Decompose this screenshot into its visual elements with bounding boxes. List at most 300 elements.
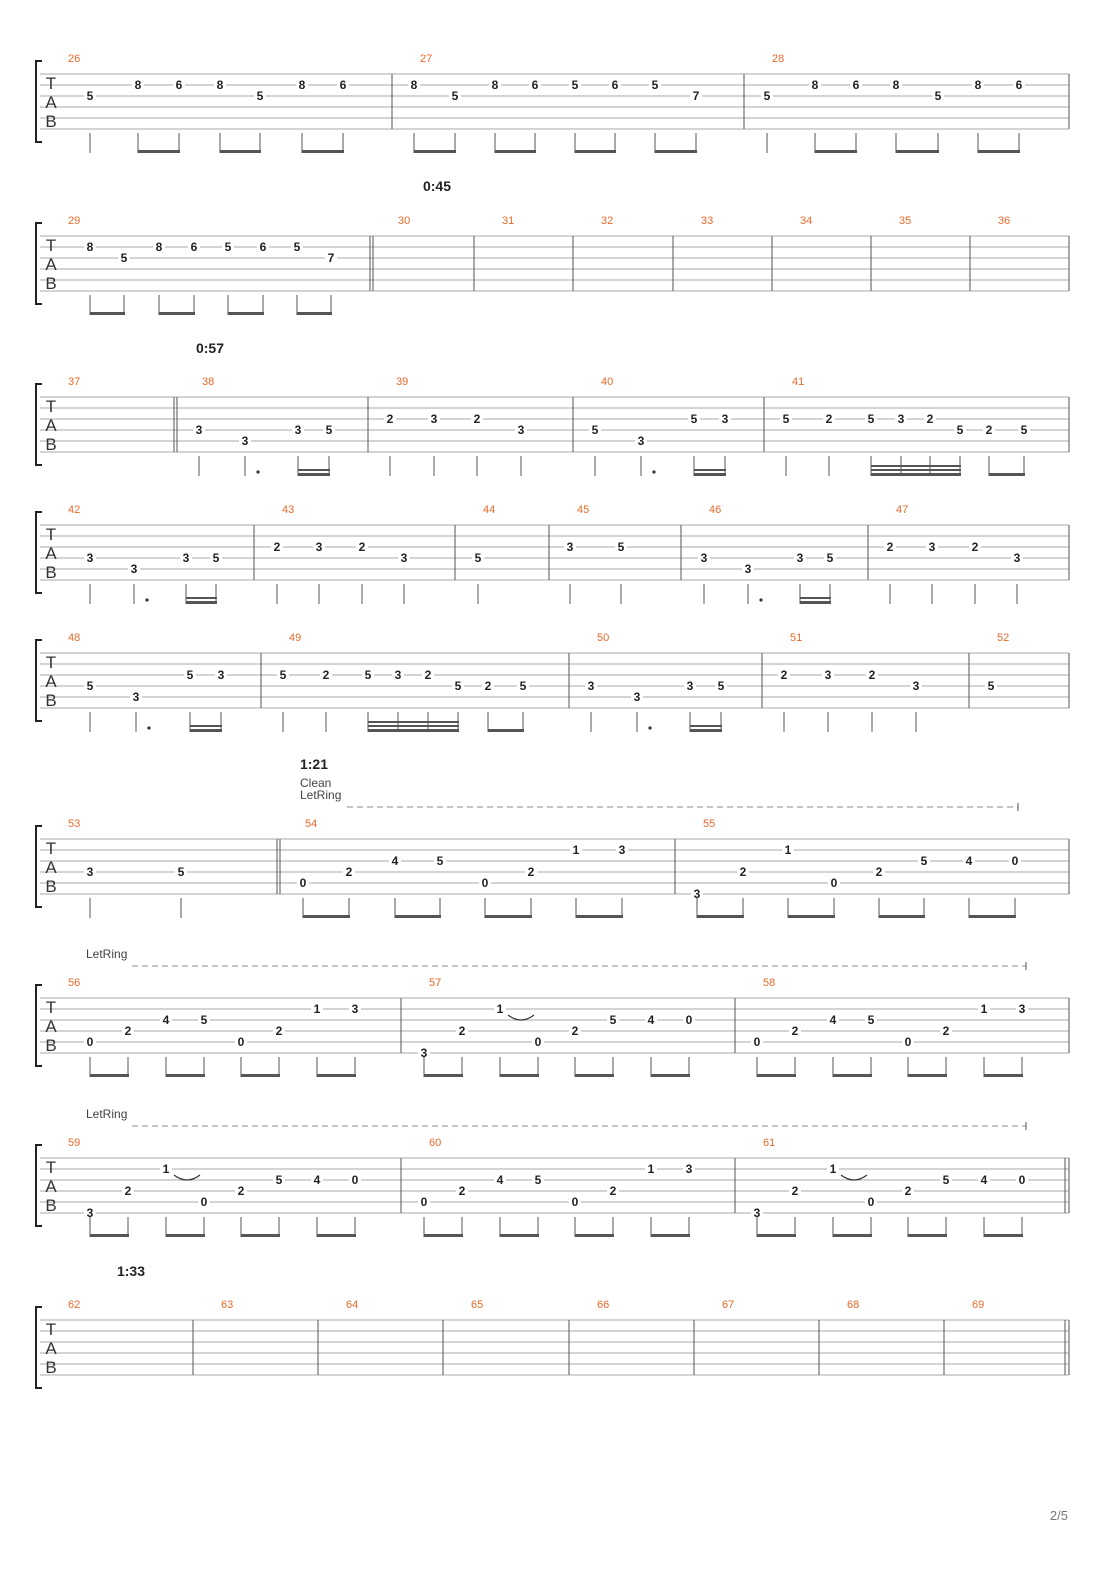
fret-number: 0 xyxy=(481,876,489,890)
note-beam xyxy=(166,1074,205,1077)
measure-number: 68 xyxy=(847,1299,860,1311)
fret-number: 5 xyxy=(200,1013,208,1027)
fret-number: 3 xyxy=(1013,551,1021,565)
measure-number: 43 xyxy=(282,504,295,516)
note-beam xyxy=(576,915,623,918)
measure-number: 52 xyxy=(997,632,1010,644)
measure-number: 41 xyxy=(792,376,805,388)
fret-number: 2 xyxy=(386,412,394,426)
fret-number: 1 xyxy=(572,843,580,857)
fret-number: 2 xyxy=(825,412,833,426)
note-beam xyxy=(186,597,217,599)
fret-number: 5 xyxy=(519,679,527,693)
note-beam xyxy=(651,1234,690,1237)
note-beam xyxy=(575,1074,614,1077)
system-bracket xyxy=(36,640,42,721)
fret-number: 3 xyxy=(217,668,225,682)
measure-number: 42 xyxy=(68,504,81,516)
fret-number: 6 xyxy=(175,78,183,92)
tab-clef-a: A xyxy=(45,1177,57,1196)
fret-number: 3 xyxy=(86,551,94,565)
fret-number: 3 xyxy=(796,551,804,565)
fret-number: 6 xyxy=(531,78,539,92)
fret-number: 5 xyxy=(279,668,287,682)
tab-clef-t: T xyxy=(45,397,57,416)
fret-number: 0 xyxy=(830,876,838,890)
fret-number: 3 xyxy=(897,412,905,426)
note-beam xyxy=(424,1074,463,1077)
note-beam xyxy=(833,1074,872,1077)
fret-number: 3 xyxy=(693,887,701,901)
timestamp-marker: 0:57 xyxy=(195,340,225,356)
fret-number: 5 xyxy=(934,89,942,103)
fret-number: 2 xyxy=(904,1184,912,1198)
fret-number: 2 xyxy=(458,1184,466,1198)
tab-clef-a: A xyxy=(45,544,57,563)
measure-number: 57 xyxy=(429,977,442,989)
note-beam xyxy=(690,725,722,727)
fret-number: 2 xyxy=(886,540,894,554)
note-beam xyxy=(317,1234,356,1237)
rhythm-dot xyxy=(652,470,655,473)
fret-number: 8 xyxy=(974,78,982,92)
fret-number: 2 xyxy=(868,668,876,682)
measure-number: 55 xyxy=(703,818,716,830)
fret-number: 1 xyxy=(313,1002,321,1016)
fret-number: 5 xyxy=(454,679,462,693)
rhythm-dot xyxy=(147,726,150,729)
timestamp-marker: 0:45 xyxy=(422,178,452,194)
fret-number: 1 xyxy=(647,1162,655,1176)
tab-clef-a: A xyxy=(45,672,57,691)
measure-number: 46 xyxy=(709,504,722,516)
fret-number: 2 xyxy=(791,1024,799,1038)
fret-number: 3 xyxy=(294,423,302,437)
fret-number: 2 xyxy=(473,412,481,426)
fret-number: 2 xyxy=(926,412,934,426)
measure-number: 48 xyxy=(68,632,81,644)
note-beam xyxy=(186,601,217,604)
fret-number: 0 xyxy=(86,1035,94,1049)
note-beam xyxy=(368,721,459,723)
measure-number: 44 xyxy=(483,504,496,516)
system-bracket xyxy=(36,61,42,142)
note-beam xyxy=(395,915,441,918)
fret-number: 5 xyxy=(867,412,875,426)
fret-number: 4 xyxy=(965,854,973,868)
measure-number: 32 xyxy=(601,215,614,227)
measure-number: 29 xyxy=(68,215,81,227)
fret-number: 0 xyxy=(237,1035,245,1049)
fret-number: 0 xyxy=(571,1195,579,1209)
tab-clef-t: T xyxy=(45,998,57,1017)
tab-clef-a: A xyxy=(45,1017,57,1036)
fret-number: 3 xyxy=(685,1162,693,1176)
fret-number: 5 xyxy=(256,89,264,103)
fret-number: 5 xyxy=(651,78,659,92)
tab-clef-a: A xyxy=(45,1339,57,1358)
fret-number: 3 xyxy=(744,562,752,576)
fret-number: 5 xyxy=(920,854,928,868)
note-beam xyxy=(90,1234,129,1237)
note-beam xyxy=(969,915,1016,918)
fret-number: 5 xyxy=(86,89,94,103)
fret-number: 1 xyxy=(980,1002,988,1016)
fret-number: 5 xyxy=(212,551,220,565)
measure-number: 38 xyxy=(202,376,215,388)
tie-arc xyxy=(508,1015,534,1020)
fret-number: 1 xyxy=(829,1162,837,1176)
measure-number: 47 xyxy=(896,504,909,516)
fret-number: 5 xyxy=(690,412,698,426)
tab-clef-t: T xyxy=(45,839,57,858)
fret-number: 0 xyxy=(867,1195,875,1209)
fret-number: 7 xyxy=(327,251,335,265)
note-beam xyxy=(414,150,456,153)
note-beam xyxy=(368,725,459,727)
fret-number: 3 xyxy=(1018,1002,1026,1016)
note-beam xyxy=(757,1234,796,1237)
measure-number: 66 xyxy=(597,1299,610,1311)
fret-number: 5 xyxy=(436,854,444,868)
fret-number: 3 xyxy=(637,434,645,448)
rhythm-dot xyxy=(145,598,148,601)
fret-number: 4 xyxy=(391,854,399,868)
tab-clef-a: A xyxy=(45,858,57,877)
note-beam xyxy=(90,1074,129,1077)
page-number: 2/5 xyxy=(1049,1508,1068,1523)
tab-clef-b: B xyxy=(45,274,57,293)
fret-number: 5 xyxy=(325,423,333,437)
tab-clef-t: T xyxy=(45,653,57,672)
fret-number: 5 xyxy=(782,412,790,426)
fret-number: 3 xyxy=(928,540,936,554)
note-beam xyxy=(908,1074,947,1077)
note-beam xyxy=(871,469,961,471)
fret-number: 2 xyxy=(780,668,788,682)
fret-number: 5 xyxy=(451,89,459,103)
fret-number: 5 xyxy=(186,668,194,682)
rhythm-dot xyxy=(256,470,259,473)
measure-number: 54 xyxy=(305,818,318,830)
tab-clef-b: B xyxy=(45,435,57,454)
fret-number: 8 xyxy=(298,78,306,92)
note-beam xyxy=(297,312,332,315)
note-beam xyxy=(757,1074,796,1077)
fret-number: 2 xyxy=(571,1024,579,1038)
fret-number: 5 xyxy=(86,679,94,693)
fret-number: 4 xyxy=(829,1013,837,1027)
fret-number: 0 xyxy=(351,1173,359,1187)
measure-number: 31 xyxy=(502,215,515,227)
note-beam xyxy=(833,1234,872,1237)
fret-number: 6 xyxy=(339,78,347,92)
fret-number: 5 xyxy=(534,1173,542,1187)
fret-number: 2 xyxy=(424,668,432,682)
fret-number: 5 xyxy=(591,423,599,437)
measure-number: 49 xyxy=(289,632,302,644)
note-beam xyxy=(500,1234,539,1237)
tab-clef-b: B xyxy=(45,1036,57,1055)
tab-clef-b: B xyxy=(45,1358,57,1377)
note-beam xyxy=(694,473,726,476)
fret-number: 6 xyxy=(1015,78,1023,92)
measure-number: 39 xyxy=(396,376,409,388)
let-ring-marker: LetRing xyxy=(86,947,128,961)
note-beam xyxy=(697,915,744,918)
system-bracket xyxy=(36,512,42,593)
fret-number: 2 xyxy=(791,1184,799,1198)
fret-number: 3 xyxy=(753,1206,761,1220)
fret-number: 2 xyxy=(458,1024,466,1038)
fret-number: 3 xyxy=(824,668,832,682)
fret-number: 5 xyxy=(763,89,771,103)
fret-number: 5 xyxy=(224,240,232,254)
fret-number: 3 xyxy=(86,1206,94,1220)
fret-number: 0 xyxy=(420,1195,428,1209)
measure-number: 63 xyxy=(221,1299,234,1311)
fret-number: 3 xyxy=(618,843,626,857)
note-beam xyxy=(575,150,616,153)
fret-number: 2 xyxy=(124,1024,132,1038)
fret-number: 3 xyxy=(686,679,694,693)
timestamp-marker: 1:33 xyxy=(116,1263,146,1279)
fret-number: 4 xyxy=(496,1173,504,1187)
measure-number: 45 xyxy=(577,504,590,516)
note-beam xyxy=(690,729,722,732)
fret-number: 4 xyxy=(162,1013,170,1027)
fret-number: 3 xyxy=(182,551,190,565)
note-beam xyxy=(485,915,532,918)
fret-number: 5 xyxy=(942,1173,950,1187)
measure-number: 60 xyxy=(429,1137,442,1149)
fret-number: 4 xyxy=(980,1173,988,1187)
measure-number: 27 xyxy=(420,53,433,65)
note-beam xyxy=(298,473,330,476)
fret-number: 3 xyxy=(351,1002,359,1016)
fret-number: 3 xyxy=(912,679,920,693)
note-beam xyxy=(575,1234,614,1237)
fret-number: 2 xyxy=(124,1184,132,1198)
tab-clef-t: T xyxy=(45,525,57,544)
fret-number: 0 xyxy=(753,1035,761,1049)
note-beam xyxy=(800,601,831,604)
system-bracket xyxy=(36,826,42,907)
fret-number: 0 xyxy=(685,1013,693,1027)
fret-number: 8 xyxy=(134,78,142,92)
measure-number: 40 xyxy=(601,376,614,388)
fret-number: 1 xyxy=(496,1002,504,1016)
fret-number: 3 xyxy=(241,434,249,448)
tab-clef-b: B xyxy=(45,877,57,896)
fret-number: 3 xyxy=(517,423,525,437)
note-beam xyxy=(978,150,1020,153)
measure-number: 59 xyxy=(68,1137,81,1149)
measure-number: 36 xyxy=(998,215,1011,227)
note-beam xyxy=(166,1234,205,1237)
measure-number: 33 xyxy=(701,215,714,227)
tab-clef-t: T xyxy=(45,1158,57,1177)
note-beam xyxy=(800,597,831,599)
note-beam xyxy=(984,1234,1023,1237)
fret-number: 2 xyxy=(237,1184,245,1198)
system-bracket xyxy=(36,985,42,1066)
fret-number: 0 xyxy=(200,1195,208,1209)
measure-number: 35 xyxy=(899,215,912,227)
note-beam xyxy=(500,1074,539,1077)
fret-number: 2 xyxy=(273,540,281,554)
note-beam xyxy=(228,312,264,315)
measure-number: 69 xyxy=(972,1299,985,1311)
note-beam xyxy=(303,915,350,918)
let-ring-marker: LetRing xyxy=(86,1107,128,1121)
fret-number: 8 xyxy=(86,240,94,254)
fret-number: 5 xyxy=(617,540,625,554)
measure-number: 67 xyxy=(722,1299,735,1311)
note-beam xyxy=(871,465,961,467)
fret-number: 2 xyxy=(609,1184,617,1198)
note-beam xyxy=(302,150,344,153)
fret-number: 3 xyxy=(130,562,138,576)
note-beam xyxy=(488,729,524,732)
fret-number: 0 xyxy=(1018,1173,1026,1187)
fret-number: 8 xyxy=(892,78,900,92)
fret-number: 5 xyxy=(571,78,579,92)
fret-number: 2 xyxy=(275,1024,283,1038)
fret-number: 2 xyxy=(527,865,535,879)
fret-number: 2 xyxy=(345,865,353,879)
fret-number: 2 xyxy=(322,668,330,682)
fret-number: 6 xyxy=(852,78,860,92)
fret-number: 6 xyxy=(190,240,198,254)
fret-number: 2 xyxy=(985,423,993,437)
note-beam xyxy=(368,729,459,732)
fret-number: 0 xyxy=(904,1035,912,1049)
note-beam xyxy=(651,1074,690,1077)
fret-number: 2 xyxy=(739,865,747,879)
measure-number: 65 xyxy=(471,1299,484,1311)
note-beam xyxy=(815,150,857,153)
tab-clef-b: B xyxy=(45,112,57,131)
fret-number: 3 xyxy=(315,540,323,554)
tab-clef-a: A xyxy=(45,255,57,274)
tab-clef-a: A xyxy=(45,93,57,112)
note-beam xyxy=(241,1234,280,1237)
fret-number: 5 xyxy=(293,240,301,254)
fret-number: 3 xyxy=(394,668,402,682)
fret-number: 1 xyxy=(162,1162,170,1176)
fret-number: 0 xyxy=(1011,854,1019,868)
measure-number: 37 xyxy=(68,376,81,388)
fret-number: 2 xyxy=(875,865,883,879)
fret-number: 8 xyxy=(216,78,224,92)
tie-arc xyxy=(174,1175,200,1180)
system-bracket xyxy=(36,1307,42,1388)
fret-number: 5 xyxy=(867,1013,875,1027)
measure-number: 58 xyxy=(763,977,776,989)
fret-number: 3 xyxy=(132,690,140,704)
fret-number: 5 xyxy=(177,865,185,879)
tab-clef-b: B xyxy=(45,563,57,582)
fret-number: 8 xyxy=(811,78,819,92)
note-beam xyxy=(190,729,222,732)
rhythm-dot xyxy=(648,726,651,729)
fret-number: 3 xyxy=(420,1046,428,1060)
note-beam xyxy=(908,1234,947,1237)
fret-number: 8 xyxy=(410,78,418,92)
fret-number: 5 xyxy=(717,679,725,693)
fret-number: 3 xyxy=(195,423,203,437)
tab-clef-t: T xyxy=(45,74,57,93)
system-bracket xyxy=(36,223,42,304)
tab-clef-t: T xyxy=(45,1320,57,1339)
note-beam xyxy=(90,312,125,315)
measure-number: 50 xyxy=(597,632,610,644)
timestamp-marker: 1:21 xyxy=(299,756,329,772)
fret-number: 5 xyxy=(956,423,964,437)
note-beam xyxy=(655,150,697,153)
fret-number: 3 xyxy=(566,540,574,554)
fret-number: 0 xyxy=(534,1035,542,1049)
measure-number: 28 xyxy=(772,53,785,65)
fret-number: 3 xyxy=(400,551,408,565)
measure-number: 62 xyxy=(68,1299,81,1311)
fret-number: 3 xyxy=(633,690,641,704)
measure-number: 34 xyxy=(800,215,813,227)
measure-number: 51 xyxy=(790,632,803,644)
fret-number: 5 xyxy=(120,251,128,265)
fret-number: 5 xyxy=(1020,423,1028,437)
tab-clef-b: B xyxy=(45,691,57,710)
fret-number: 6 xyxy=(611,78,619,92)
note-beam xyxy=(984,1074,1023,1077)
note-beam xyxy=(424,1234,463,1237)
note-beam xyxy=(159,312,195,315)
note-beam xyxy=(138,150,180,153)
measure-number: 56 xyxy=(68,977,81,989)
fret-number: 5 xyxy=(609,1013,617,1027)
tab-clef-b: B xyxy=(45,1196,57,1215)
note-beam xyxy=(871,473,961,476)
note-beam xyxy=(298,469,330,471)
note-beam xyxy=(896,150,939,153)
tone-marker: Clean xyxy=(300,776,332,790)
fret-number: 3 xyxy=(86,865,94,879)
note-beam xyxy=(788,915,835,918)
fret-number: 4 xyxy=(313,1173,321,1187)
fret-number: 5 xyxy=(474,551,482,565)
system-bracket xyxy=(36,384,42,465)
fret-number: 1 xyxy=(784,843,792,857)
let-ring-marker: LetRing xyxy=(300,788,342,802)
fret-number: 5 xyxy=(275,1173,283,1187)
system-bracket xyxy=(36,1145,42,1226)
note-beam xyxy=(694,469,726,471)
fret-number: 6 xyxy=(259,240,267,254)
note-beam xyxy=(241,1074,280,1077)
measure-number: 30 xyxy=(398,215,411,227)
note-beam xyxy=(879,915,925,918)
fret-number: 7 xyxy=(692,89,700,103)
fret-number: 2 xyxy=(358,540,366,554)
note-beam xyxy=(190,725,222,727)
rhythm-dot xyxy=(759,598,762,601)
measure-number: 64 xyxy=(346,1299,359,1311)
note-beam xyxy=(317,1074,356,1077)
tab-clef-a: A xyxy=(45,416,57,435)
fret-number: 3 xyxy=(587,679,595,693)
fret-number: 2 xyxy=(971,540,979,554)
